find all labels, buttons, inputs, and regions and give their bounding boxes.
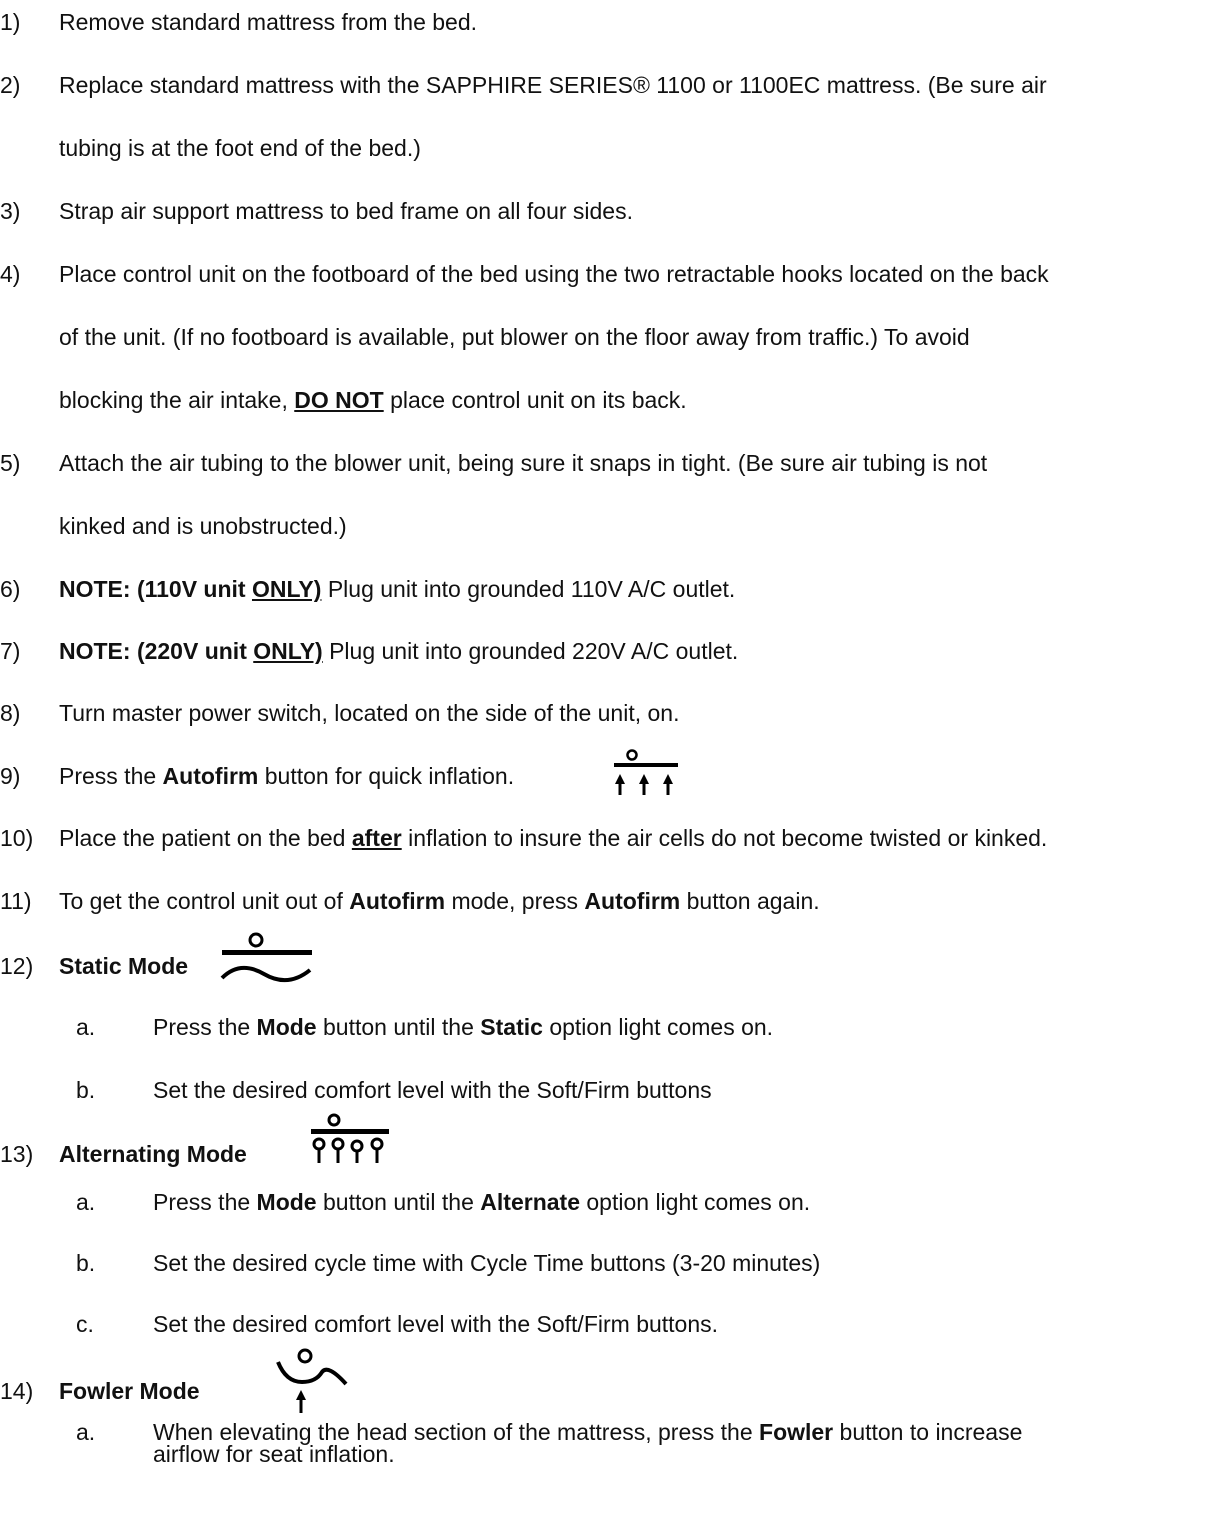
static-mode-icon xyxy=(218,932,314,994)
step-4-cont-1: of the unit. (If no footboard is available, put blower on the floor away from traffic.) To avoid xyxy=(59,324,970,350)
step-14a-cont: airflow for seat inflation. xyxy=(153,1441,395,1467)
step-5-cont: kinked and is unobstructed.) xyxy=(59,513,347,539)
static-mode-title: Static Mode xyxy=(59,953,189,979)
fowler-mode-title: Fowler Mode xyxy=(59,1378,200,1404)
do-not-emphasis: DO NOT xyxy=(294,387,384,413)
step-4-cont-2: blocking the air intake, DO NOT place control unit on its back. xyxy=(59,387,687,413)
alternating-mode-icon xyxy=(309,1113,391,1171)
fowler-mode-icon xyxy=(270,1348,350,1418)
autofirm-icon xyxy=(612,749,680,797)
step-2-cont: tubing is at the foot end of the bed.) xyxy=(59,135,421,161)
alternating-mode-title: Alternating Mode xyxy=(59,1141,247,1167)
